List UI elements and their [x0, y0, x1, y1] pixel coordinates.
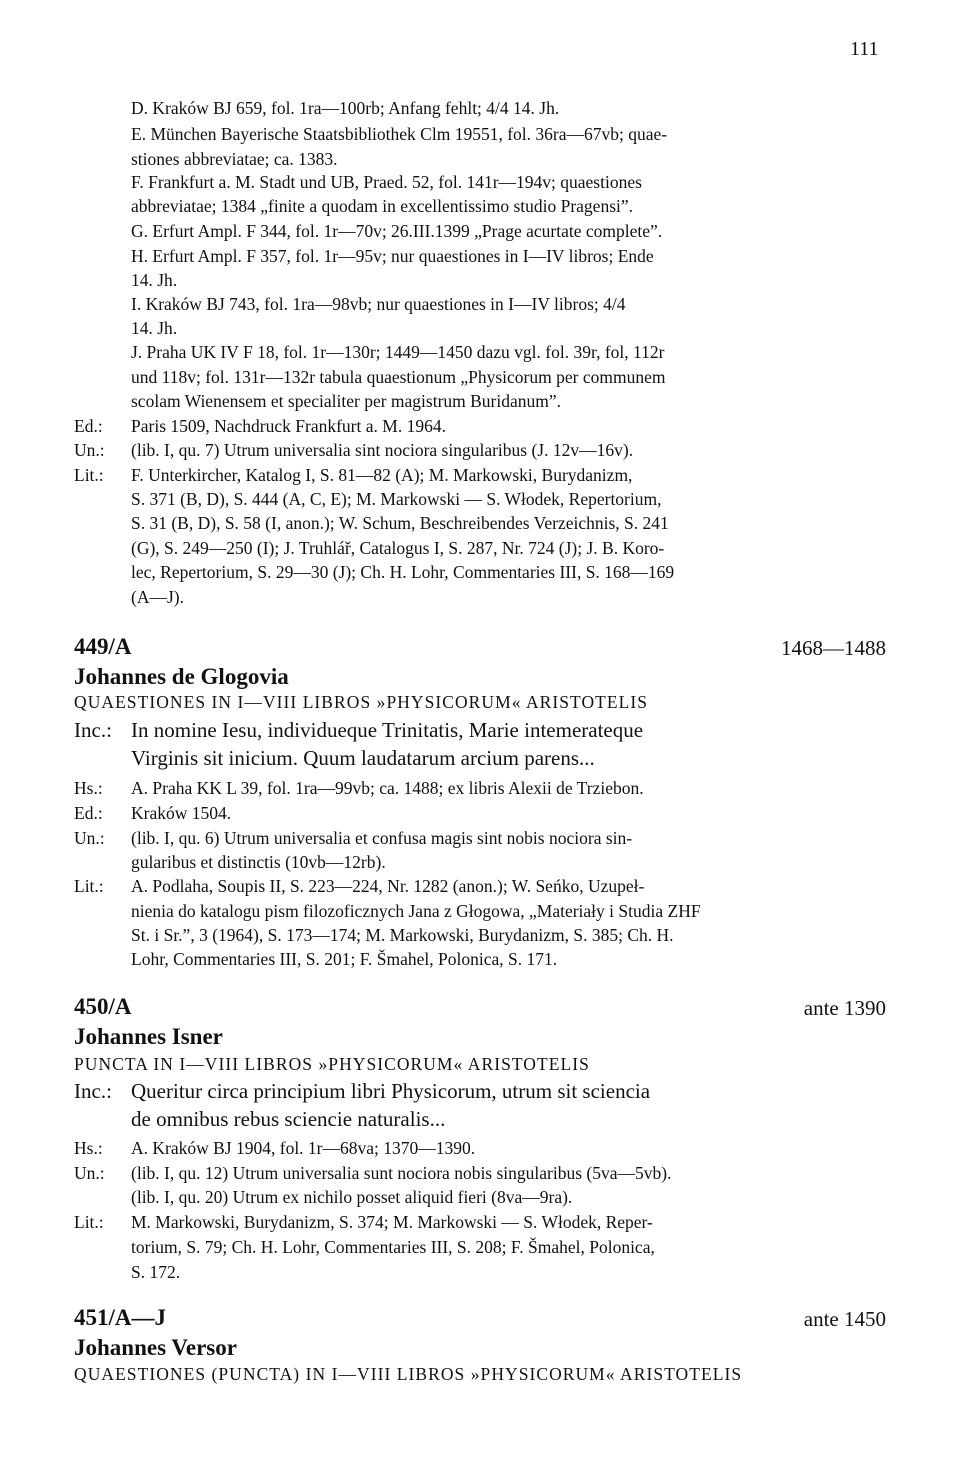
lit-line: A. Podlaha, Soupis II, S. 223—224, Nr. 1282 (anon.); W. Seńko, Uzupeł-: [131, 876, 645, 896]
entry-date: ante 1390: [803, 996, 886, 1020]
entry-date: 1468—1488: [781, 636, 886, 660]
lit-line: (A—J).: [131, 587, 184, 607]
manuscript-line: stiones abbreviatae; ca. 1383.: [131, 149, 338, 169]
entry-author: Johannes de Glogovia: [74, 664, 289, 689]
entry-number: 451/A—J: [74, 1305, 166, 1330]
lit-line: lec, Repertorium, S. 29—30 (J); Ch. H. Lohr, Commentaries III, S. 168—169: [131, 562, 675, 582]
un-label: Un.:: [74, 828, 105, 848]
lit-line: F. Unterkircher, Katalog I, S. 81—82 (A); M. Markowski, Burydanizm,: [131, 465, 633, 485]
entry-number: 450/A: [74, 994, 132, 1019]
manuscript-line: E. München Bayerische Staatsbibliothek Clm 19551, fol. 36ra—67vb; quae-: [131, 124, 668, 144]
ed-text: Kraków 1504.: [131, 803, 232, 823]
lit-line: M. Markowski, Burydanizm, S. 374; M. Markowski — S. Włodek, Reper-: [131, 1212, 653, 1232]
hs-label: Hs.:: [74, 1138, 103, 1158]
lit-line: S. 31 (B, D), S. 58 (I, anon.); W. Schum, Beschreibendes Verzeichnis, S. 241: [131, 513, 669, 533]
lit-line: Lohr, Commentaries III, S. 201; F. Šmahel, Polonica, S. 171.: [131, 949, 558, 969]
lit-line: S. 172.: [131, 1262, 181, 1282]
entry-date: ante 1450: [803, 1307, 886, 1331]
lit-label: Lit.:: [74, 1212, 104, 1232]
lit-line: torium, S. 79; Ch. H. Lohr, Commentaries III, S. 208; F. Šmahel, Polonica,: [131, 1237, 655, 1257]
manuscript-line: scolam Wienensem et specialiter per magistrum Buridanum”.: [131, 391, 562, 411]
manuscript-line: F. Frankfurt a. M. Stadt und UB, Praed. 52, fol. 141r—194v; quaestiones: [131, 172, 642, 192]
un-label: Un.:: [74, 440, 105, 460]
hs-text: A. Praha KK L 39, fol. 1ra—99vb; ca. 1488; ex libris Alexii de Trziebon.: [131, 778, 644, 798]
manuscript-line: H. Erfurt Ampl. F 357, fol. 1r—95v; nur quaestiones in I—IV libros; Ende: [131, 246, 654, 266]
lit-label: Lit.:: [74, 465, 104, 485]
lit-label: Lit.:: [74, 876, 104, 896]
incipit-line: de omnibus rebus sciencie naturalis...: [131, 1107, 446, 1131]
entry-author: Johannes Isner: [74, 1024, 223, 1049]
entry-title: PUNCTA IN I—VIII LIBROS »PHYSICORUM« ARISTOTELIS: [74, 1054, 590, 1074]
lit-line: St. i Sr.”, 3 (1964), S. 173—174; M. Markowski, Burydanizm, S. 385; Ch. H.: [131, 925, 674, 945]
manuscript-line: abbreviatae; 1384 „finite a quodam in excellentissimo studio Pragensi”.: [131, 196, 634, 216]
incipit-line: In nomine Iesu, individueque Trinitatis, Marie intemerateque: [131, 718, 644, 742]
entry-number: 449/A: [74, 634, 132, 659]
entry-title: QUAESTIONES (PUNCTA) IN I—VIII LIBROS »PHYSICORUM« ARISTOTELIS: [74, 1364, 743, 1384]
un-text: (lib. I, qu. 7) Utrum universalia sint nociora singularibus (J. 12v—16v).: [131, 440, 634, 460]
hs-text: A. Kraków BJ 1904, fol. 1r—68va; 1370—1390.: [131, 1138, 476, 1158]
manuscript-line: 14. Jh.: [131, 318, 178, 338]
manuscript-line: I. Kraków BJ 743, fol. 1ra—98vb; nur quaestiones in I—IV libros; 4/4: [131, 294, 626, 314]
un-line: (lib. I, qu. 20) Utrum ex nichilo posset aliquid fieri (8va—9ra).: [131, 1187, 573, 1207]
incipit-line: Virginis sit inicium. Quum laudatarum arcium parens...: [131, 746, 595, 770]
hs-label: Hs.:: [74, 778, 103, 798]
manuscript-line: D. Kraków BJ 659, fol. 1ra—100rb; Anfang fehlt; 4/4 14. Jh.: [131, 98, 560, 118]
manuscript-line: G. Erfurt Ampl. F 344, fol. 1r—70v; 26.III.1399 „Prage acurtate complete”.: [131, 221, 663, 241]
entry-author: Johannes Versor: [74, 1335, 237, 1360]
ed-label: Ed.:: [74, 803, 103, 823]
lit-line: nienia do katalogu pism filozoficznych Jana z Głogowa, „Materiały i Studia ZHF: [131, 901, 701, 921]
inc-label: Inc.:: [74, 718, 112, 742]
manuscript-line: und 118v; fol. 131r—132r tabula quaestionum „Physicorum per communem: [131, 367, 666, 387]
entry-title: QUAESTIONES IN I—VIII LIBROS »PHYSICORUM« ARISTOTELIS: [74, 692, 649, 712]
ed-text: Paris 1509, Nachdruck Frankfurt a. M. 1964.: [131, 416, 446, 436]
manuscript-line: 14. Jh.: [131, 270, 178, 290]
lit-line: S. 371 (B, D), S. 444 (A, C, E); M. Markowski — S. Włodek, Repertorium,: [131, 489, 662, 509]
un-line: (lib. I, qu. 12) Utrum universalia sunt nociora nobis singularibus (5va—5vb).: [131, 1163, 672, 1183]
lit-line: (G), S. 249—250 (I); J. Truhlář, Catalogus I, S. 287, Nr. 724 (J); J. B. Koro-: [131, 538, 665, 558]
inc-label: Inc.:: [74, 1079, 112, 1103]
un-line: gularibus et distinctis (10vb—12rb).: [131, 852, 386, 872]
un-line: (lib. I, qu. 6) Utrum universalia et confusa magis sint nobis nociora sin-: [131, 828, 633, 848]
incipit-line: Queritur circa principium libri Physicorum, utrum sit sciencia: [131, 1079, 651, 1103]
manuscript-line: J. Praha UK IV F 18, fol. 1r—130r; 1449—1450 dazu vgl. fol. 39r, fol, 112r: [131, 342, 665, 362]
ed-label: Ed.:: [74, 416, 103, 436]
un-label: Un.:: [74, 1163, 105, 1183]
page-number: 111: [850, 38, 879, 60]
